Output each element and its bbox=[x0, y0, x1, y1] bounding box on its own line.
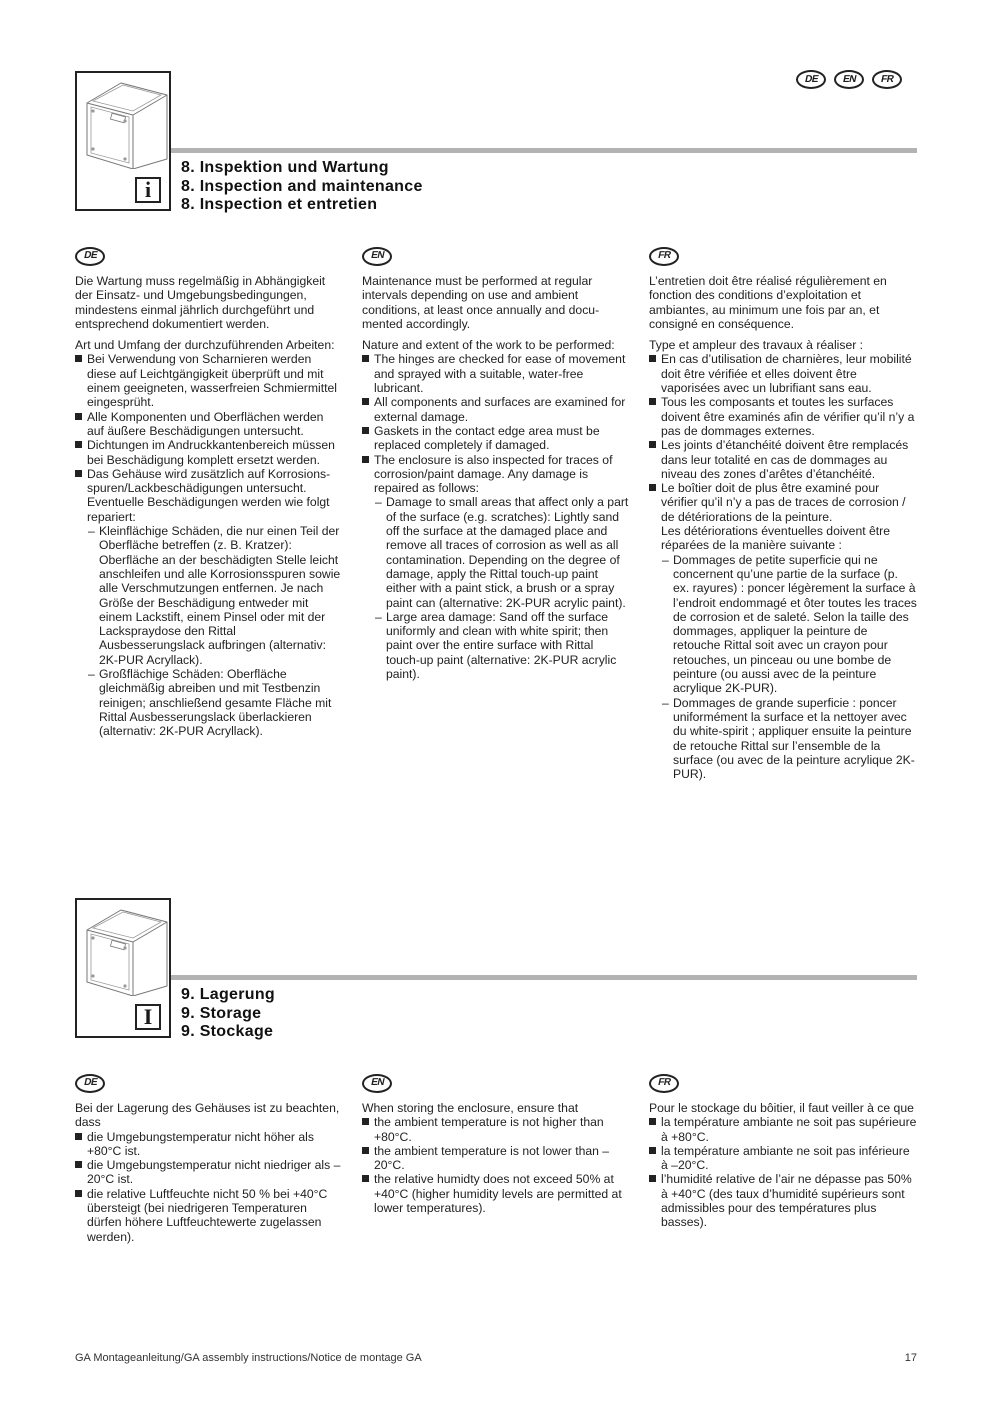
sub-list-item: – Großflächige Schäden: Oberfläche gleichmäßig abreiben und mit Testbenzin reinigen; anschließend gesamte Fläche mit Rittal Ausbesserungslack überlackieren (alternativ: 2K-PUR Acryllack). bbox=[75, 667, 343, 738]
section-title-en: 9. Storage bbox=[181, 1004, 262, 1022]
list-item-continuation: Les détériorations éventuelles doivent être réparées de la manière suivante : bbox=[661, 524, 890, 553]
lead-text: Nature and extent of the work to be performed: bbox=[362, 338, 615, 353]
language-badge-de: DE bbox=[75, 1074, 105, 1093]
repair-list bbox=[75, 524, 343, 738]
list-item: The hinges are checked for ease of movement and sprayed with a suitable, water-free lubricant. bbox=[362, 352, 630, 395]
footer-text: GA Montageanleitung/GA assembly instructions/Notice de montage GA bbox=[75, 1352, 422, 1364]
intro-paragraph: L’entretien doit être réalisé régulièrement en fonction des conditions d’exploitation et ambiantes, au minimum une fois par an, et consigné en conséquence. bbox=[649, 274, 887, 331]
section-rule bbox=[171, 148, 917, 153]
sub-list-item: – Kleinflächige Schäden, die nur einen Teil der Oberfläche betreffen (z. B. Kratzer): Oberfläche an der beschädigten Stelle leicht anschleifen und alle Korrosionsspuren sowie alle Verschmutzungen entfernen. Je nach Größe der Beschädigung entweder mit einem Lackstift, einem Pinsel oder mit der Lackspraydose den Rittal Ausbesserungslack aufbringen (alternativ: 2K-PUR Acryllack). bbox=[75, 524, 343, 667]
language-badge-en: EN bbox=[834, 70, 864, 89]
sub-list-item: – Large area damage: Sand off the surface uniformly and clean with white spirit; then paint over the entire surface with Rittal touch-up paint (alternative: 2K-PUR acrylic paint). bbox=[362, 610, 630, 681]
list-item: En cas d’utilisation de charnières, leur mobilité doit être vérifiée et elles doivent être vaporisées avec un lubrifiant sans eau. bbox=[649, 352, 917, 395]
list-item: la température ambiante ne soit pas supérieure à +80°C. bbox=[649, 1115, 917, 1144]
language-badge-en: EN bbox=[362, 247, 392, 266]
section-rule bbox=[171, 975, 917, 980]
column-en bbox=[362, 1074, 630, 1244]
list-item: the relative humidty does not exceed 50% at +40°C (higher humidity levels are permitted at lower temperatures). bbox=[362, 1172, 630, 1215]
list-item: the ambient temperature is not higher than +80°C. bbox=[362, 1115, 630, 1144]
list-item: Bei Verwendung von Scharnieren werden diese auf Leichtgängigkeit überprüft und mit einem geeigneten, wasserfreien Schmiermittel eingesprüht. bbox=[75, 352, 343, 409]
column-de bbox=[75, 247, 343, 781]
list-item: Alle Komponenten und Oberflächen werden auf äußere Beschädigungen untersucht. bbox=[75, 410, 343, 439]
list-item: The enclosure is also inspected for traces of corrosion/paint damage. Any damage is repaired as follows: bbox=[362, 453, 630, 496]
task-list bbox=[362, 352, 630, 495]
column-de bbox=[75, 1074, 343, 1244]
section-title-de: 8. Inspektion und Wartung bbox=[181, 159, 389, 176]
list-item-continuation: Eventuelle Beschädigungen werden wie folgt repariert: bbox=[87, 495, 330, 524]
sub-list-item: – Dommages de petite superficie qui ne concernent qu’une partie de la surface (p. ex. rayures) : poncer légèrement la surface à l’endroit endommagé et ôter toutes les traces de corrosion et de saleté. Selon la taille des dommages, appliquer la peinture de retouche Rittal soit avec un crayon pour retouches, un pinceau ou une bombe de peinture (ou aussi avec de la peinture acrylique 2K-PUR). bbox=[649, 553, 917, 696]
section-title-de: 9. Lagerung bbox=[181, 986, 275, 1003]
column-fr bbox=[649, 247, 917, 781]
list-item: l’humidité relative de l’air ne dépasse pas 50% à +40°C (des taux d’humidité supérieurs sont admissibles pour des températures plus basses). bbox=[649, 1172, 917, 1229]
task-list bbox=[75, 352, 343, 495]
language-badge-de: DE bbox=[75, 247, 105, 266]
language-badge-en: EN bbox=[362, 1074, 392, 1093]
section-titles bbox=[181, 986, 275, 1042]
list-item: Dichtungen im Andruckkantenbereich müssen bei Beschädigung komplett ersetzt werden. bbox=[75, 438, 343, 467]
list-item: die Umgebungstemperatur nicht höher als +80°C ist. bbox=[75, 1130, 343, 1159]
language-badge-fr: FR bbox=[872, 70, 902, 89]
section-title-fr: 9. Stockage bbox=[181, 1023, 274, 1040]
intro-paragraph: Die Wartung muss regelmäßig in Abhängigkeit der Einsatz- und Umgebungsbedingungen, mindestens einmal jährlich durchgeführt und entsprechend dokumentiert werden. bbox=[75, 274, 326, 331]
info-icon: i bbox=[135, 177, 161, 203]
list-item: Tous les composants et toutes les surfaces doivent être examinés afin de vérifier qu’il n’y a pas de dommages externes. bbox=[649, 395, 917, 438]
language-badge-fr: FR bbox=[649, 247, 679, 266]
column-en bbox=[362, 247, 630, 781]
intro-paragraph: Pour le stockage du bôitier, il faut veiller à ce que bbox=[649, 1101, 914, 1115]
enclosure-drawing-icon bbox=[75, 71, 171, 211]
page-number: 17 bbox=[904, 1352, 917, 1364]
list-item: Les joints d’étanchéité doivent être remplacés dans leur totalité en cas de dommages au niveau des zones d’arêtes d’étanchéité. bbox=[649, 438, 917, 481]
page-footer bbox=[75, 1352, 917, 1364]
condition-list bbox=[362, 1115, 630, 1215]
language-badges bbox=[796, 70, 902, 89]
condition-list bbox=[75, 1130, 343, 1244]
list-item: Das Gehäuse wird zusätzlich auf Korrosionsspuren/Lackbeschädigungen untersucht. bbox=[75, 467, 343, 496]
sub-list-item: – Dommages de grande superficie : poncer uniformément la surface et la nettoyer avec du white-spirit ; appliquer ensuite la peinture de retouche Rittal sur l’ensemble de la surface (ou avec de la peinture acrylique 2K-PUR). bbox=[649, 696, 917, 782]
repair-list bbox=[362, 495, 630, 681]
enclosure-drawing-icon bbox=[75, 898, 171, 1038]
intro-paragraph: When storing the enclosure, ensure that bbox=[362, 1101, 579, 1115]
list-item: Gaskets in the contact edge area must be replaced completely if damaged. bbox=[362, 424, 630, 453]
section-title-en: 8. Inspection and maintenance bbox=[181, 177, 423, 195]
intro-paragraph: Maintenance must be performed at regular intervals depending on use and ambient conditions, at least once annually and documented accordingly. bbox=[362, 274, 600, 331]
task-list bbox=[649, 352, 917, 524]
list-item: die relative Luftfeuchte nicht 50 % bei +40°C übersteigt (bei niedrigeren Temperaturen dürfen höhere Luftfeuchtewerte zugelassen werden). bbox=[75, 1187, 343, 1244]
list-item: die Umgebungstemperatur nicht niedriger als –20°C ist. bbox=[75, 1158, 343, 1187]
intro-paragraph: Bei der Lagerung des Gehäuses ist zu beachten, dass bbox=[75, 1101, 340, 1130]
list-item: the ambient temperature is not lower than –20°C. bbox=[362, 1144, 630, 1173]
lead-text: Art und Umfang der durchzuführenden Arbeiten: bbox=[75, 338, 335, 353]
section-title-fr: 8. Inspection et entretien bbox=[181, 196, 378, 213]
lead-text: Type et ampleur des travaux à réaliser : bbox=[649, 338, 864, 353]
language-badge-fr: FR bbox=[649, 1074, 679, 1093]
storage-icon: I bbox=[135, 1004, 161, 1030]
list-item: Le boîtier doit de plus être examiné pour vérifier qu’il n’y a pas de traces de corrosion / de détériorations de la peinture. bbox=[649, 481, 917, 524]
list-item: All components and surfaces are examined for external damage. bbox=[362, 395, 630, 424]
sub-list-item: – Damage to small areas that affect only a part of the surface (e.g. scratches): Lightly sand off the surface at the damaged place and remove all traces of corrosion as well as all contamination. Depending on the degree of damage, apply the Rittal touch-up paint either with a paint stick, a brush or a spray paint can (alternative: 2K-PUR acrylic paint). bbox=[362, 495, 630, 609]
section-columns bbox=[75, 1074, 936, 1244]
repair-list bbox=[649, 553, 917, 782]
condition-list bbox=[649, 1115, 917, 1229]
list-item: la température ambiante ne soit pas inférieure à –20°C. bbox=[649, 1144, 917, 1173]
section-titles bbox=[181, 159, 423, 215]
section-columns bbox=[75, 247, 936, 781]
column-fr bbox=[649, 1074, 917, 1244]
language-badge-de: DE bbox=[796, 70, 826, 89]
